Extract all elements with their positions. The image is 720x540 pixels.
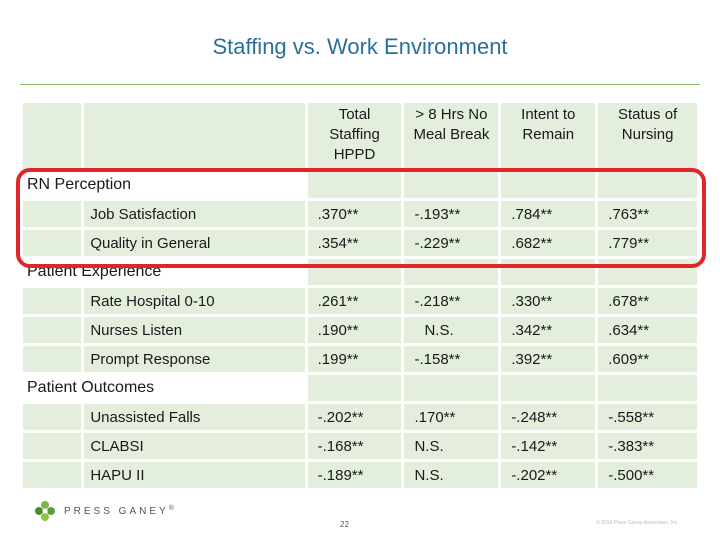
- row-label: Unassisted Falls: [84, 404, 304, 430]
- cell-value: -.229**: [404, 230, 498, 256]
- row-label: Rate Hospital 0-10: [84, 288, 304, 314]
- cell-value: .763**: [598, 201, 697, 227]
- table-row: [23, 230, 697, 256]
- cell-value: -.193**: [404, 201, 498, 227]
- cell-value: .342**: [501, 317, 595, 343]
- indent-cell: [23, 462, 81, 488]
- row-label: Quality in General: [84, 230, 304, 256]
- cell-value: .261**: [308, 288, 402, 314]
- table-row: [23, 201, 697, 227]
- cell-value: -.500**: [598, 462, 697, 488]
- cell-value: .370**: [308, 201, 402, 227]
- cell-value: -.558**: [598, 404, 697, 430]
- table-row: [23, 288, 697, 314]
- empty-cell: [308, 259, 402, 285]
- indent-cell: [23, 201, 81, 227]
- row-label: CLABSI: [84, 433, 304, 459]
- press-ganey-logo: [34, 500, 174, 522]
- table-row: [23, 346, 697, 372]
- column-header-intent-to-remain: Intent to Remain: [501, 103, 595, 169]
- title-divider: [20, 84, 700, 85]
- indent-cell: [23, 346, 81, 372]
- cell-value: .784**: [501, 201, 595, 227]
- cell-value: .392**: [501, 346, 595, 372]
- cell-value: .678**: [598, 288, 697, 314]
- cell-value: .354**: [308, 230, 402, 256]
- table-row: [23, 317, 697, 343]
- empty-cell: [598, 375, 697, 401]
- group-row-patient-experience: [23, 259, 697, 285]
- empty-cell: [404, 259, 498, 285]
- column-header-meal-break: > 8 Hrs No Meal Break: [404, 103, 498, 169]
- row-label: Prompt Response: [84, 346, 304, 372]
- empty-cell: [598, 172, 697, 198]
- empty-cell: [404, 172, 498, 198]
- cell-value: N.S.: [404, 317, 498, 343]
- column-header-total-staffing: Total Staffing HPPD: [308, 103, 402, 169]
- column-header-status-of-nursing: Status of Nursing: [598, 103, 697, 169]
- cell-value: -.202**: [308, 404, 402, 430]
- indent-cell: [23, 404, 81, 430]
- group-label: RN Perception: [27, 176, 132, 193]
- empty-cell: [501, 375, 595, 401]
- group-row-patient-outcomes: [23, 375, 697, 401]
- copyright-notice: © 2018 Press Ganey Associates, Inc.: [596, 520, 679, 526]
- cell-value: .609**: [598, 346, 697, 372]
- empty-cell: [308, 172, 402, 198]
- cell-value: -.168**: [308, 433, 402, 459]
- empty-cell: [501, 259, 595, 285]
- cell-value: .779**: [598, 230, 697, 256]
- page-number: 22: [340, 520, 349, 529]
- cell-value: -.383**: [598, 433, 697, 459]
- group-label: Patient Experience: [27, 263, 162, 280]
- group-row-rn-perception: [23, 172, 697, 198]
- table-row: [23, 433, 697, 459]
- logo-trademark: ®: [168, 504, 174, 512]
- cell-value: -.142**: [501, 433, 595, 459]
- cell-value: .199**: [308, 346, 402, 372]
- correlation-table: [20, 100, 700, 491]
- pinwheel-logo-icon: [34, 500, 56, 522]
- cell-value: -.189**: [308, 462, 402, 488]
- cell-value: .330**: [501, 288, 595, 314]
- empty-cell: [598, 259, 697, 285]
- header-blank-cell: [23, 103, 81, 169]
- row-label: Job Satisfaction: [84, 201, 304, 227]
- cell-value: -.218**: [404, 288, 498, 314]
- header-blank-cell: [84, 103, 304, 169]
- empty-cell: [404, 375, 498, 401]
- empty-cell: [308, 375, 402, 401]
- table-row: [23, 462, 697, 488]
- cell-value: .170**: [404, 404, 498, 430]
- cell-value: .190**: [308, 317, 402, 343]
- cell-value: N.S.: [404, 433, 498, 459]
- cell-value: -.248**: [501, 404, 595, 430]
- cell-value: .682**: [501, 230, 595, 256]
- cell-value: -.202**: [501, 462, 595, 488]
- table-row: [23, 404, 697, 430]
- group-label: Patient Outcomes: [27, 379, 155, 396]
- row-label: HAPU II: [84, 462, 304, 488]
- cell-value: -.158**: [404, 346, 498, 372]
- cell-value: .634**: [598, 317, 697, 343]
- cell-value: N.S.: [404, 462, 498, 488]
- indent-cell: [23, 433, 81, 459]
- empty-cell: [501, 172, 595, 198]
- indent-cell: [23, 230, 81, 256]
- header-row: [23, 103, 697, 169]
- indent-cell: [23, 288, 81, 314]
- slide-title: Staffing vs. Work Environment: [212, 34, 508, 59]
- logo-wordmark: PRESS GANEY: [64, 505, 169, 517]
- row-label: Nurses Listen: [84, 317, 304, 343]
- indent-cell: [23, 317, 81, 343]
